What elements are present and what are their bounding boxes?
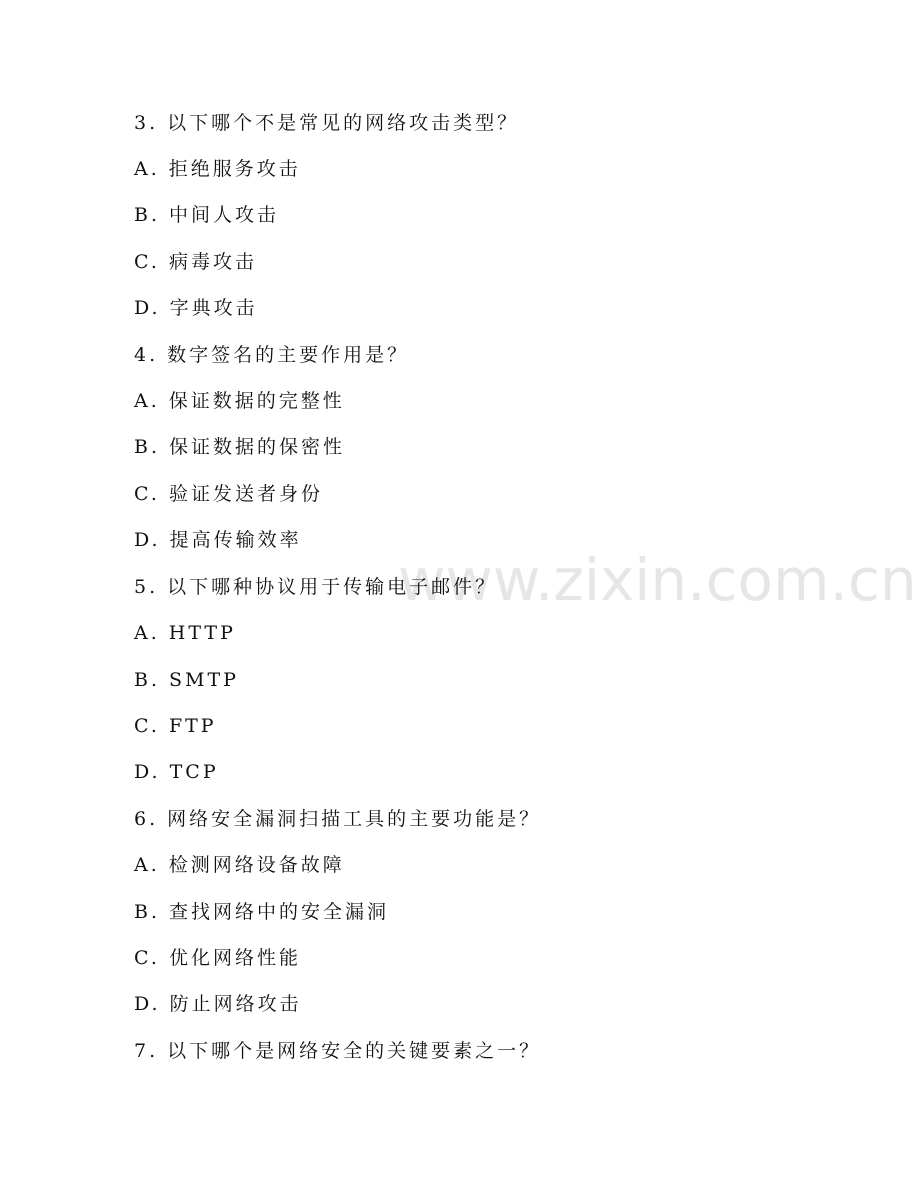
option-3a: A. 拒绝服务攻击 — [134, 158, 301, 180]
option-4c: C. 验证发送者身份 — [134, 483, 323, 505]
question-5: 5. 以下哪种协议用于传输电子邮件？ — [134, 576, 498, 598]
option-6a: A. 检测网络设备故障 — [134, 854, 345, 876]
option-4b: B. 保证数据的保密性 — [134, 436, 346, 458]
question-3: 3. 以下哪个不是常见的网络攻击类型？ — [134, 112, 520, 134]
option-5d: D. TCP — [134, 761, 219, 783]
question-6: 6. 网络安全漏洞扫描工具的主要功能是？ — [134, 808, 542, 830]
question-4: 4. 数字签名的主要作用是？ — [134, 344, 410, 366]
option-5a: A. HTTP — [134, 622, 236, 644]
question-7: 7. 以下哪个是网络安全的关键要素之一？ — [134, 1040, 542, 1062]
option-6b: B. 查找网络中的安全漏洞 — [134, 901, 390, 923]
option-6c: C. 优化网络性能 — [134, 947, 301, 969]
option-6d: D. 防止网络攻击 — [134, 993, 302, 1015]
option-5c: C. FTP — [134, 715, 217, 737]
option-3c: C. 病毒攻击 — [134, 251, 257, 273]
option-5b: B. SMTP — [134, 669, 239, 691]
watermark: www.zixin.com.cn — [398, 546, 917, 614]
option-4d: D. 提高传输效率 — [134, 529, 302, 551]
option-3b: B. 中间人攻击 — [134, 204, 280, 226]
option-3d: D. 字典攻击 — [134, 297, 258, 319]
option-4a: A. 保证数据的完整性 — [134, 390, 345, 412]
